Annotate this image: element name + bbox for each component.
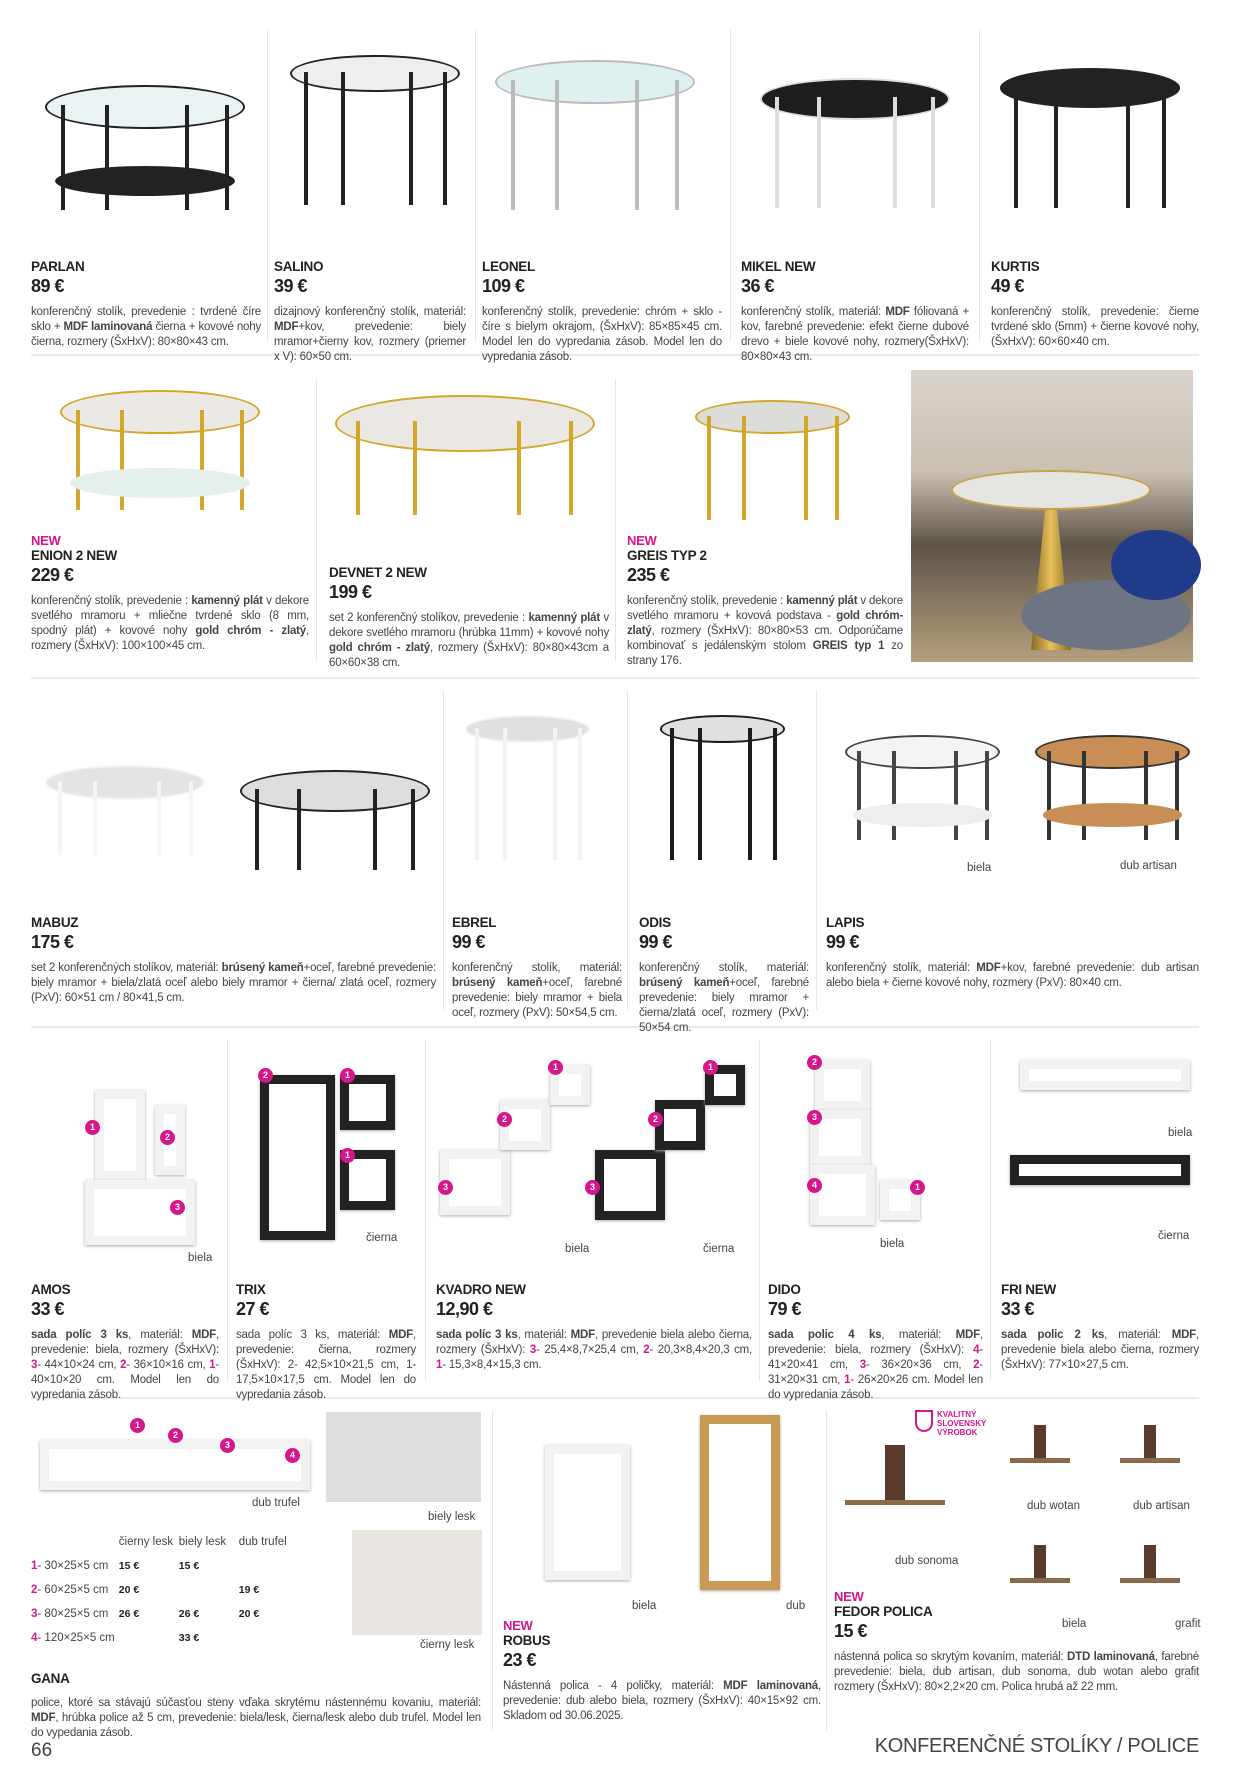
- product-description: konferenčný stolík, prevedenie : kamenný plát v dekore svetlého mramoru + mliečne tvrdené sklo (8 mm, spodný plát) + kovové nohy gold chróm - zlatý, rozmery (ŠxHxV): 100×100×45 cm.: [31, 595, 309, 652]
- mabuz-table-image-2: [240, 770, 430, 870]
- product-card-mabuz: [31, 915, 436, 1006]
- size-number-badge: 1: [340, 1148, 355, 1163]
- new-tag: NEW: [503, 1618, 533, 1633]
- column-divider: [627, 690, 628, 1010]
- color-variant-label: biela: [967, 862, 992, 874]
- product-name: LEONEL: [482, 259, 535, 274]
- product-description: sada políc 3 ks, materiál: MDF, prevedenie: čierna, rozmery (ŠxHxV): 2- 42,5×10×21,5 cm, 1- 17,5×10×17,5 cm. Model len do vypredania zásob.: [236, 1329, 416, 1401]
- trix-shelf: [340, 1075, 395, 1130]
- product-card-odis: [639, 915, 809, 1036]
- product-name: MABUZ: [31, 915, 79, 930]
- product-card-amos: [31, 1282, 219, 1403]
- column-divider: [826, 1410, 827, 1730]
- product-description: sada polic 4 ks, materiál: MDF, prevedenie: biela, rozmery (ŠxHxV): 4- 41×20×41 cm, 3- 36×20×36 cm, 2- 31×20×31 cm, 1- 26×20×26 cm. Model len do vypredania zásob.: [768, 1329, 984, 1401]
- dido-shelf: [810, 1165, 875, 1225]
- column-divider: [316, 380, 317, 660]
- product-description: konferenčný stolík, prevedenie : tvrdené číre sklo + MDF laminovaná čierna + kovové nohy čierna, rozmery (ŠxHxV): 80×80×43 cm.: [31, 306, 261, 348]
- size-number-badge: 2: [160, 1130, 175, 1145]
- column-divider: [425, 1040, 426, 1380]
- dido-shelf: [815, 1060, 870, 1110]
- product-price: 33 €: [1001, 1299, 1035, 1319]
- size-number-badge: 1: [548, 1060, 563, 1075]
- product-card-lapis: [826, 915, 1199, 991]
- size-number-badge: 1: [340, 1068, 355, 1083]
- color-variant-label: dub trufel: [252, 1497, 300, 1509]
- product-name: DEVNET 2 NEW: [329, 565, 427, 580]
- product-description: Nástenná polica - 4 poličky, materiál: MDF laminovaná, prevedenie: dub alebo biela, rozmery (ŠxHxV): 40×15×92 cm. Skladom od 30.06.2025.: [503, 1680, 821, 1722]
- color-variant-label: biely lesk: [428, 1511, 476, 1523]
- size-number-badge: 3: [585, 1180, 600, 1195]
- product-price: 199 €: [329, 582, 372, 602]
- size-number-badge: 1: [910, 1180, 925, 1195]
- product-card-salino: [274, 259, 466, 365]
- color-variant-label: biela: [188, 1252, 213, 1264]
- color-variant-label: dub: [786, 1600, 806, 1612]
- parlan-table-image: [45, 85, 245, 210]
- product-description: konferenčný stolík, materiál: MDF fóliovaná + kov, farebné prevedenie: efekt čierne dubové drevo + biele kovové nohy, rozmery(ŠxHxV): 80×80×43 cm.: [741, 306, 969, 363]
- color-variant-label: čierna: [366, 1232, 398, 1244]
- color-variant-label: biela: [632, 1600, 657, 1612]
- robus-shelf-white: [545, 1445, 630, 1580]
- new-tag: NEW: [834, 1589, 864, 1604]
- product-name: EBREL: [452, 915, 497, 930]
- product-price: 27 €: [236, 1299, 270, 1319]
- color-variant-label: dub wotan: [1027, 1500, 1081, 1512]
- product-card-fri-new: [1001, 1282, 1199, 1373]
- greis-table-image: [695, 400, 850, 520]
- product-name: GREIS TYP 2: [627, 548, 707, 563]
- product-name: GANA: [31, 1671, 70, 1686]
- salino-table-image: [290, 55, 460, 205]
- color-variant-label: biela: [880, 1238, 905, 1250]
- color-variant-label: grafit: [1175, 1618, 1201, 1630]
- product-price: 89 €: [31, 276, 65, 296]
- fri-shelf-white: [1020, 1060, 1190, 1090]
- product-card-kurtis: [991, 259, 1199, 350]
- product-price: 99 €: [826, 932, 860, 952]
- column-divider: [227, 1040, 228, 1380]
- product-description: sada políc 3 ks, materiál: MDF, prevedenie biela alebo čierna, rozmery (ŠxHxV): 3- 25,4×8,7×25,4 cm, 2- 20,3×8,4×20,3 cm, 1- 15,3×8,4×15,3 cm.: [436, 1329, 752, 1371]
- product-price: 229 €: [31, 565, 74, 585]
- product-description: sada polic 2 ks, materiál: MDF, prevedenie biela alebo čierna, rozmery (ŠxHxV): 77×10×27,5 cm.: [1001, 1329, 1199, 1371]
- product-price: 175 €: [31, 932, 74, 952]
- kvadro-shelf: [655, 1100, 705, 1150]
- product-card-fedor-polica: [834, 1589, 1199, 1695]
- fedor-shelf-image: [1010, 1535, 1070, 1583]
- product-price: 36 €: [741, 276, 775, 296]
- product-card-mikel-new: [741, 259, 969, 365]
- product-price: 49 €: [991, 276, 1025, 296]
- product-description: konferenčný stolík, materiál: brúsený kameň+oceľ, farebné prevedenie: biely mramor + biela oceľ, rozmery (PxV): 50×54,5 cm.: [452, 962, 622, 1019]
- amos-shelf: [95, 1090, 145, 1180]
- column-divider: [816, 690, 817, 1010]
- product-card-devnet-2-new: [329, 565, 609, 671]
- size-number-badge: 4: [807, 1178, 822, 1193]
- size-number-badge: 2: [258, 1068, 273, 1083]
- product-description: set 2 konferenčných stolíkov, materiál: brúsený kameň+oceľ, farebné prevedenie: biely mramor + biela/zlatá oceľ alebo biely mramor + čierna/ zlatá oceľ, rozmery (PxV): 60×51 cm / 80×41,5 cm.: [31, 962, 436, 1004]
- column-divider: [979, 30, 980, 340]
- slovak-product-badge: KVALITNÝ SLOVENSKÝ VÝROBOK: [915, 1410, 995, 1437]
- gana-row: 4- 120×25×5 cm 33 €: [31, 1632, 200, 1644]
- size-number-badge: 1: [703, 1060, 718, 1075]
- fedor-shelf-image: [1010, 1415, 1070, 1463]
- color-variant-label: biela: [1168, 1127, 1193, 1139]
- product-name: SALINO: [274, 259, 324, 274]
- product-price: 99 €: [639, 932, 673, 952]
- fedor-shelf-image: [845, 1425, 945, 1505]
- product-name: DIDO: [768, 1282, 801, 1297]
- color-variant-label: čierna: [1158, 1230, 1190, 1242]
- product-name: PARLAN: [31, 259, 85, 274]
- color-variant-label: dub artisan: [1133, 1500, 1190, 1512]
- product-description: konferenčný stolík, prevedenie: čierne tvrdené sklo (5mm) + čierne kovové nohy, (ŠxHxV): 60×60×40 cm.: [991, 306, 1199, 348]
- product-name: ROBUS: [503, 1633, 551, 1648]
- product-name: MIKEL NEW: [741, 259, 816, 274]
- color-variant-label: čierny lesk: [420, 1639, 475, 1651]
- color-variant-label: biela: [1062, 1618, 1087, 1630]
- kvadro-shelf: [595, 1150, 665, 1220]
- lapis-table-image-white: [845, 735, 1000, 840]
- column-divider: [443, 690, 444, 1010]
- product-card-robus: [503, 1618, 821, 1724]
- devnet-table-image: [335, 395, 595, 515]
- fedor-shelf-image: [1120, 1535, 1180, 1583]
- column-divider: [990, 1040, 991, 1380]
- size-number-badge: 3: [807, 1110, 822, 1125]
- robus-shelf-oak: [700, 1415, 780, 1590]
- column-divider: [615, 380, 616, 660]
- product-card-kvadro-new: [436, 1282, 752, 1373]
- product-name: ENION 2 NEW: [31, 548, 117, 563]
- color-variant-label: dub artisan: [1120, 860, 1177, 872]
- gana-photo-black: [352, 1530, 482, 1635]
- size-number-badge: 2: [807, 1055, 822, 1070]
- product-description: police, ktoré sa stávajú súčasťou steny vďaka skrytému nástennému kovaniu, materiál: MDF, hrúbka police až 5 cm, prevedenie: biela/lesk, čierna/lesk alebo dub trufel. Model len do vypedania zásob.: [31, 1697, 481, 1739]
- page-number: 66: [31, 1740, 53, 1761]
- enion-table-image: [60, 390, 260, 510]
- product-card-gana: [31, 1671, 481, 1741]
- mabuz-table-image-1: [45, 765, 205, 855]
- product-description: konferenčný stolík, prevedenie : kamenný plát v dekore svetlého mramoru + kovová podstava - gold chróm- zlatý, rozmery (ŠxHxV): 80×80×53 cm. Odporúčame kombinovať s jedálenským stolom GREIS typ 1 zo strany 176.: [627, 595, 903, 667]
- column-divider: [492, 1410, 493, 1730]
- color-variant-label: biela: [565, 1243, 590, 1255]
- product-name: FRI NEW: [1001, 1282, 1056, 1297]
- product-card-parlan: [31, 259, 261, 350]
- size-number-badge: 1: [85, 1120, 100, 1135]
- section-title: KONFERENČNÉ STOLÍKY / POLICE: [874, 1735, 1199, 1757]
- size-number-badge: 1: [130, 1418, 145, 1433]
- size-number-badge: 4: [285, 1448, 300, 1463]
- leonel-table-image: [495, 60, 695, 210]
- size-number-badge: 3: [438, 1180, 453, 1195]
- product-description: dizajnový konferenčný stolík, materiál: MDF+kov, prevedenie: biely mramor+čierny kov, rozmery (priemer x V): 60×50 cm.: [274, 306, 466, 363]
- product-name: FEDOR POLICA: [834, 1604, 933, 1619]
- product-description: sada políc 3 ks, materiál: MDF, prevedenie: biela, rozmery (ŠxHxV): 3- 44×10×24 cm, 2- 36×10×16 cm, 1- 40×10×20 cm. Model len do vypredania zásob.: [31, 1329, 219, 1401]
- color-variant-label: dub sonoma: [895, 1555, 959, 1567]
- product-card-leonel: [482, 259, 722, 365]
- fedor-shelf-image: [1120, 1415, 1180, 1463]
- product-price: 99 €: [452, 932, 486, 952]
- gana-shelf: [40, 1440, 310, 1490]
- product-description: konferenčný stolík, prevedenie: chróm + sklo - číre s bielym okrajom, (ŠxHxV): 85×85×45 cm. Model len do vypredania zásob. Model len do vypredania zásob.: [482, 306, 722, 363]
- lapis-table-image-oak: [1035, 735, 1190, 840]
- product-name: TRIX: [236, 1282, 266, 1297]
- gana-header: čierny lesk: [118, 1536, 174, 1548]
- new-tag: NEW: [627, 533, 657, 548]
- ebrel-table-image: [465, 715, 590, 860]
- mikel-table-image: [760, 78, 950, 208]
- fri-shelf-black: [1010, 1155, 1190, 1185]
- product-card-trix: [236, 1282, 416, 1403]
- gana-header: dub trufel: [238, 1536, 287, 1548]
- product-price: 12,90 €: [436, 1299, 493, 1319]
- gana-price-table: [31, 1530, 299, 1650]
- product-name: AMOS: [31, 1282, 71, 1297]
- column-divider: [475, 30, 476, 340]
- size-number-badge: 2: [168, 1428, 183, 1443]
- new-tag: NEW: [31, 533, 61, 548]
- column-divider: [267, 30, 268, 340]
- product-description: nástenná polica so skrytým kovaním, materiál: DTD laminovaná, farebné prevedenie: biela, dub artisan, dub sonoma, dub wotan alebo grafit rozmery (ŠxHxV): 80×2,2×20 cm. Polica hrubá až 22 mm.: [834, 1651, 1199, 1693]
- product-price: 23 €: [503, 1650, 537, 1670]
- product-price: 33 €: [31, 1299, 65, 1319]
- product-price: 39 €: [274, 276, 308, 296]
- gana-photo-white: [326, 1412, 481, 1502]
- product-price: 109 €: [482, 276, 525, 296]
- trix-shelf: [260, 1075, 335, 1240]
- product-price: 15 €: [834, 1621, 868, 1641]
- gana-row: 3- 80×25×5 cm 26 € 26 € 20 €: [31, 1608, 260, 1620]
- product-description: konferenčný stolík, materiál: brúsený kameň+oceľ, farebné prevedenie: biely mramor + čierna/zlatá oceľ, rozmery (PxV): 50×54 cm.: [639, 962, 809, 1034]
- size-number-badge: 3: [170, 1200, 185, 1215]
- section-divider: [31, 677, 1199, 679]
- column-divider: [730, 30, 731, 340]
- product-price: 235 €: [627, 565, 670, 585]
- greis-lifestyle-photo: [911, 370, 1193, 662]
- kurtis-table-image: [1000, 68, 1180, 208]
- odis-table-image: [660, 715, 785, 860]
- product-name: KURTIS: [991, 259, 1040, 274]
- product-name: LAPIS: [826, 915, 865, 930]
- product-card-enion-2-new: [31, 533, 309, 654]
- column-divider: [759, 1040, 760, 1380]
- gana-header: biely lesk: [178, 1536, 227, 1548]
- gana-row: 1- 30×25×5 cm 15 € 15 €: [31, 1560, 200, 1572]
- product-card-greis-typ-2: [627, 533, 903, 669]
- product-description: set 2 konferenčný stolíkov, prevedenie : kamenný plát v dekore svetlého mramoru (hrúbka 11mm) + kovové nohy gold chróm - zlatý, rozmery (ŠxHxV): 80×80×43cm a 60×60×38 cm.: [329, 612, 609, 669]
- product-name: KVADRO NEW: [436, 1282, 526, 1297]
- product-card-dido: [768, 1282, 983, 1403]
- product-description: konferenčný stolík, materiál: MDF+kov, farebné prevedenie: dub artisan alebo biela + čierne kovové nohy, rozmery (PxV): 80×40 cm.: [826, 962, 1199, 989]
- size-number-badge: 2: [648, 1112, 663, 1127]
- section-divider: [31, 1026, 1199, 1028]
- color-variant-label: čierna: [703, 1243, 735, 1255]
- product-price: 79 €: [768, 1299, 802, 1319]
- size-number-badge: 2: [497, 1112, 512, 1127]
- gana-row: 2- 60×25×5 cm 20 € 19 €: [31, 1584, 260, 1596]
- size-number-badge: 3: [220, 1438, 235, 1453]
- product-card-ebrel: [452, 915, 622, 1021]
- product-name: ODIS: [639, 915, 671, 930]
